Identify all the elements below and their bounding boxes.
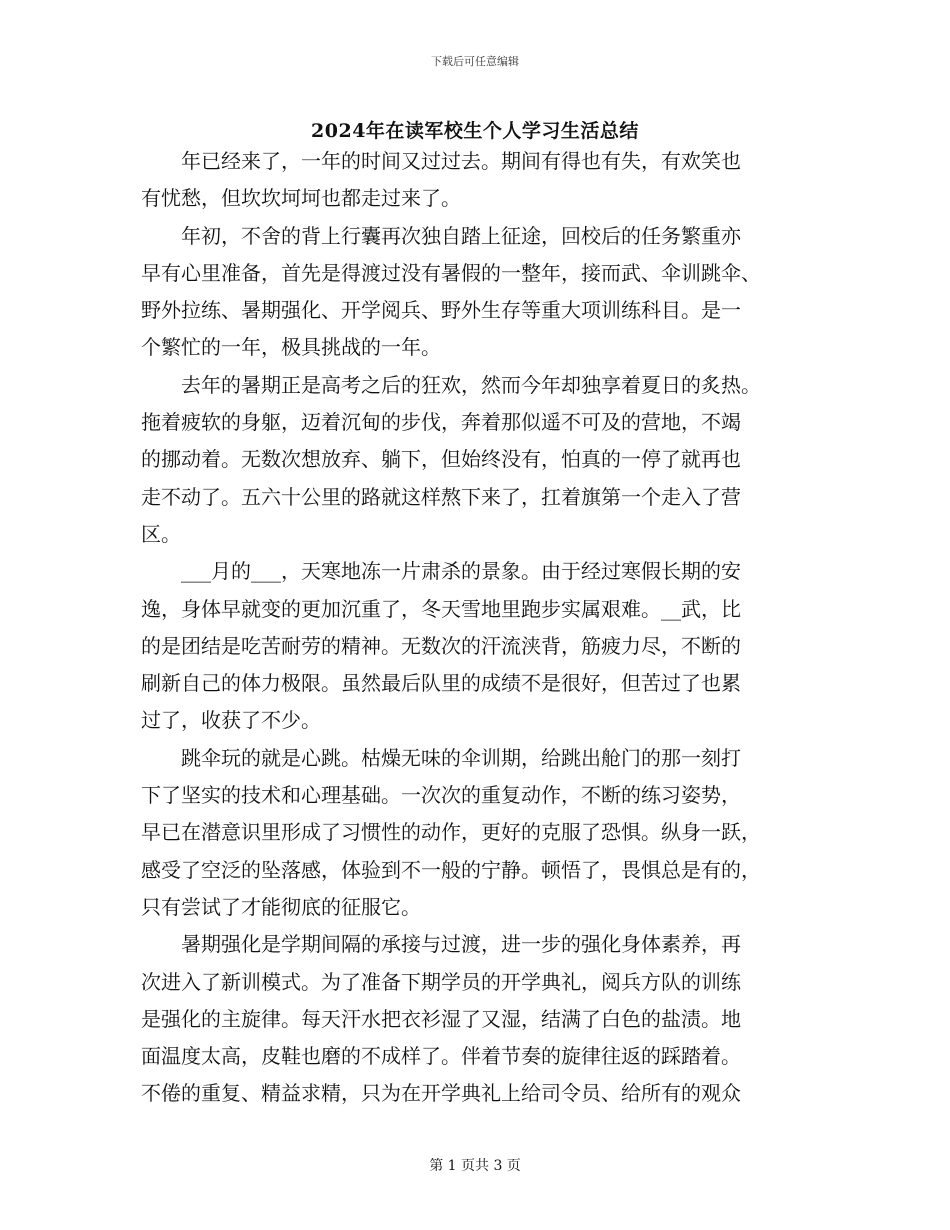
text-line: 不倦的重复、精益求精，只为在开学典礼上给司令员、给所有的观众 [141,1081,741,1106]
paragraph [141,143,811,218]
text-line: 的是团结是吃苦耐劳的精神。无数次的汗流浃背，筋疲力尽，不断的 [141,633,741,658]
page-header: 下载后可任意编辑 [431,55,519,68]
text-line: 区。 [141,521,181,546]
text-line: 刷新自己的体力极限。虽然最后队里的成绩不是很好，但苦过了也累 [141,671,741,696]
text-line: 面温度太高，皮鞋也磨的不成样了。伴着节奏的旋律往返的踩踏着。 [141,1044,741,1069]
document-title: 2024年在读军校生个人学习生活总结 [311,120,639,142]
document-body [141,143,811,1113]
paragraph [141,367,811,553]
text-line: 早有心里准备，首先是得渡过没有暑假的一整年，接而武、伞训跳伞、 [141,260,761,285]
text-line: 去年的暑期正是高考之后的狂欢，然而今年却独享着夏日的炙热。 [181,372,761,397]
text-line: 年初，不舍的背上行囊再次独自踏上征途，回校后的任务繁重亦 [181,223,741,248]
text-line: 年已经来了，一年的时间又过过去。期间有得也有失，有欢笑也 [181,149,741,173]
text-line: 逸，身体早就变的更加沉重了，冬天雪地里跑步实属艰难。__武，比 [141,596,741,621]
text-line: 次进入了新训模式。为了准备下期学员的开学典礼，阅兵方队的训练 [141,969,741,994]
text-line: 个繁忙的一年，极具挑战的一年。 [141,335,441,360]
text-line: 早已在潜意识里形成了习惯性的动作，更好的克服了恐惧。纵身一跃， [141,820,761,845]
text-line: ___月的___，天寒地冻一片肃杀的景象。由于经过寒假长期的安 [181,559,741,584]
text-line: 走不动了。五六十公里的路就这样熬下来了，扛着旗第一个走入了营 [141,484,741,509]
text-line: 拖着疲软的身躯，迈着沉甸的步伐，奔着那似遥不可及的营地，不竭 [141,410,741,435]
text-line: 野外拉练、暑期强化、开学阅兵、野外生存等重大项训练科目。是一 [141,298,741,323]
text-line: 是强化的主旋律。每天汗水把衣衫湿了又湿，结满了白色的盐渍。地 [141,1006,741,1031]
paragraph [141,553,811,739]
page-footer: 第 1 页共 3 页 [429,1158,521,1174]
text-line: 过了，收获了不少。 [141,708,321,733]
text-line: 感受了空泛的坠落感，体验到不一般的宁静。顿悟了，畏惧总是有的， [141,857,761,882]
text-line: 下了坚实的技术和心理基础。一次次的重复动作，不断的练习姿势， [141,783,741,808]
text-line: 暑期强化是学期间隔的承接与过渡，进一步的强化身体素养，再 [181,932,741,957]
paragraph [141,740,811,926]
text-line: 有忧愁，但坎坎坷坷也都走过来了。 [141,186,461,211]
paragraph [141,218,811,367]
text-line: 跳伞玩的就是心跳。枯燥无味的伞训期，给跳出舱门的那一刻打 [181,745,741,770]
paragraph [141,926,811,1112]
text-line: 只有尝试了才能彻底的征服它。 [141,894,421,919]
text-line: 的挪动着。无数次想放弃、躺下，但始终没有，怕真的一停了就再也 [141,447,741,472]
